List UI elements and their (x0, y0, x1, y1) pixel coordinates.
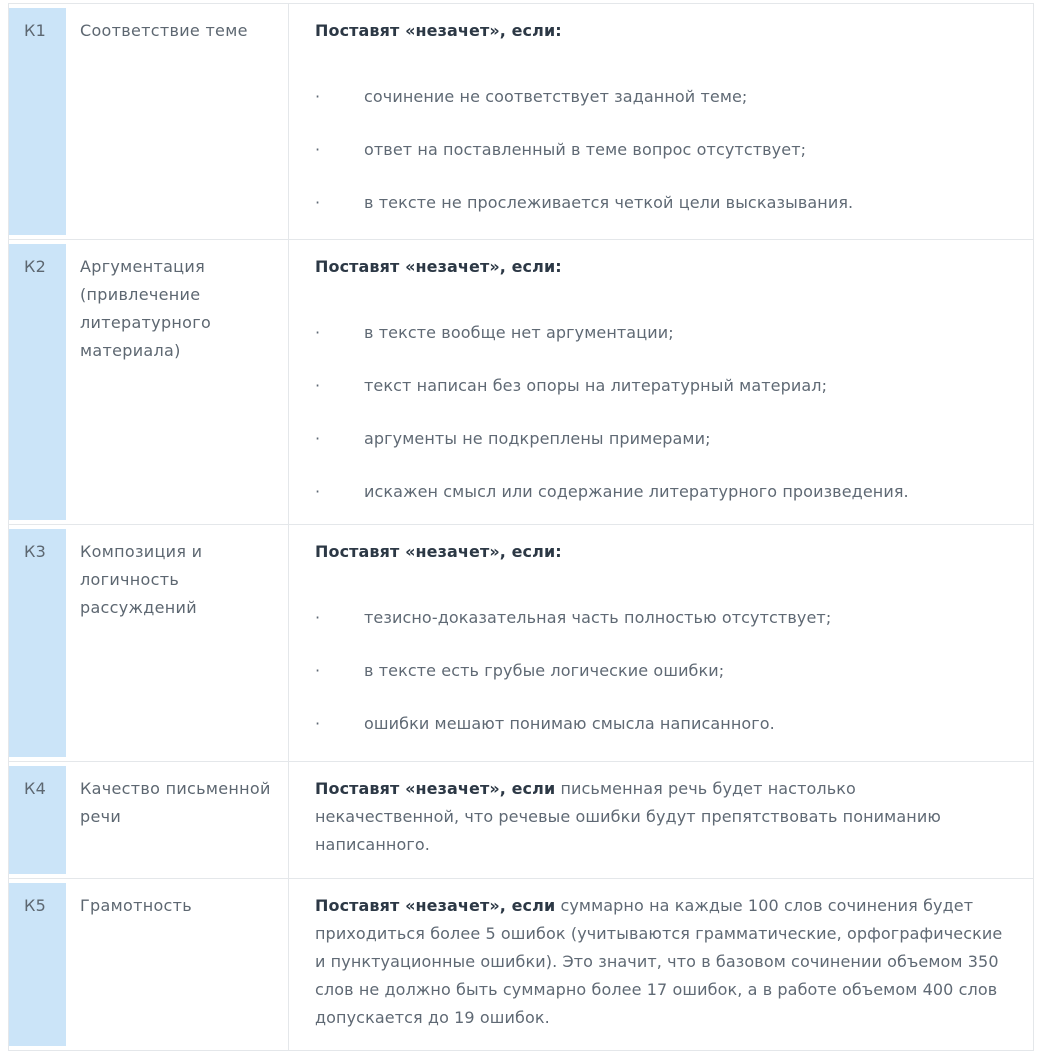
table-row (9, 761, 1033, 878)
criterion-name: Аргументация (привлечение литературного материала) (80, 257, 212, 360)
bullet-dot-icon: · (315, 661, 321, 680)
criterion-code: К5 (9, 883, 66, 1046)
bullet-dot-icon: · (315, 323, 321, 342)
bullet-text: в тексте есть грубые логические ошибки; (364, 661, 725, 680)
bullet-text: в тексте не прослеживается четкой цели высказывания. (364, 193, 854, 212)
verdict-rest: письменная речь будет настолько некачественной, что речевые ошибки будут препятствовать пониманию написанного. (315, 779, 941, 854)
verdict-line (315, 775, 1003, 859)
verdict-line (315, 538, 1003, 566)
bullet-text: в тексте вообще нет аргументации; (364, 323, 674, 342)
criterion-details (288, 4, 1033, 239)
criteria-table (8, 3, 1034, 1051)
bullet-text: тезисно-доказательная часть полностью отсутствует; (364, 608, 832, 627)
verdict-bold: Поставят «незачет», если (315, 779, 556, 798)
code-cell (9, 525, 66, 761)
bullet-dot-icon: · (315, 429, 321, 448)
bullet-item (315, 189, 1003, 217)
bullet-dot-icon: · (315, 608, 321, 627)
criterion-details (288, 762, 1033, 878)
criterion-name: Грамотность (80, 896, 192, 915)
bullet-item (315, 710, 1003, 738)
code-cell (9, 240, 66, 524)
table-row (9, 524, 1033, 761)
criterion-details (288, 240, 1033, 524)
table-row (9, 878, 1033, 1050)
code-cell (9, 762, 66, 878)
bullet-text: аргументы не подкреплены примерами; (364, 429, 711, 448)
verdict-rest: суммарно на каждые 100 слов сочинения будет приходиться более 5 ошибок (учитываются грамматические, орфографические и пунктуационные ошибки). Это значит, что в базовом сочинении объемом 350 слов не должно быть суммарно более 17 ошибок, а в работе объемом 400 слов допускается до 19 ошибок. (315, 896, 1003, 1027)
criterion-details (288, 525, 1033, 761)
code-cell (9, 4, 66, 239)
bullet-item (315, 657, 1003, 685)
criterion-name: Соответствие теме (80, 21, 248, 40)
criterion-name: Качество письменной речи (80, 779, 271, 826)
bullet-text: искажен смысл или содержание литературного произведения. (364, 482, 909, 501)
bullet-dot-icon: · (315, 87, 321, 106)
verdict-bold: Поставят «незачет», если (315, 896, 556, 915)
bullet-item (315, 425, 1003, 453)
bullet-list (315, 604, 1003, 738)
code-cell (9, 879, 66, 1050)
criterion-details (288, 879, 1033, 1050)
verdict-line (315, 253, 1003, 281)
bullet-item (315, 372, 1003, 400)
bullet-dot-icon: · (315, 714, 321, 733)
verdict-bold: Поставят «незачет», если: (315, 542, 562, 561)
bullet-item (315, 478, 1003, 506)
bullet-dot-icon: · (315, 193, 321, 212)
criterion-name: Композиция и логичность рассуждений (80, 542, 203, 617)
bullet-text: сочинение не соответствует заданной теме; (364, 87, 748, 106)
bullet-item (315, 604, 1003, 632)
table-row (9, 4, 1033, 239)
verdict-line (315, 892, 1003, 1032)
bullet-text: ответ на поставленный в теме вопрос отсутствует; (364, 140, 807, 159)
table-row (9, 239, 1033, 524)
criterion-code: К1 (9, 8, 66, 235)
bullet-dot-icon: · (315, 140, 321, 159)
bullet-item (315, 136, 1003, 164)
criterion-code: К2 (9, 244, 66, 520)
verdict-line (315, 17, 1003, 45)
bullet-item (315, 83, 1003, 111)
verdict-bold: Поставят «незачет», если: (315, 257, 562, 276)
bullet-dot-icon: · (315, 376, 321, 395)
bullet-item (315, 319, 1003, 347)
verdict-bold: Поставят «незачет», если: (315, 21, 562, 40)
bullet-list (315, 319, 1003, 506)
criterion-code: К3 (9, 529, 66, 757)
bullet-list (315, 83, 1003, 217)
criterion-code: К4 (9, 766, 66, 874)
bullet-dot-icon: · (315, 482, 321, 501)
bullet-text: ошибки мешают понимаю смысла написанного. (364, 714, 775, 733)
bullet-text: текст написан без опоры на литературный материал; (364, 376, 828, 395)
